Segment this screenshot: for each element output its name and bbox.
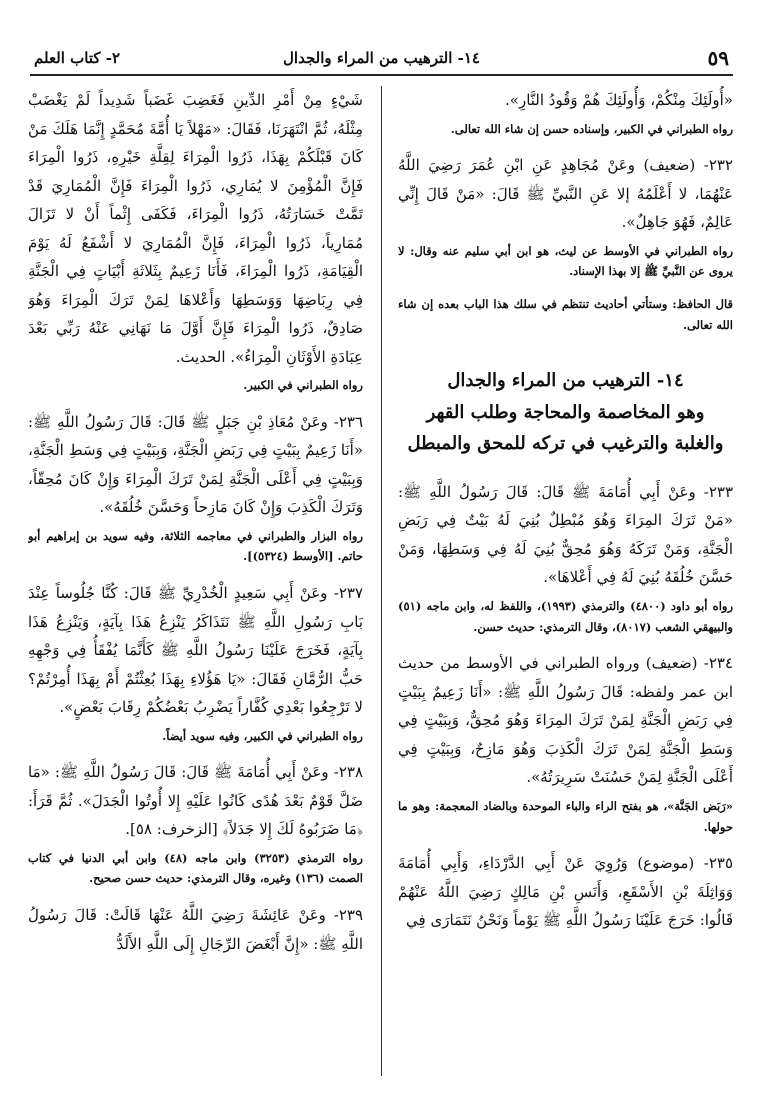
source-note: رواه الطبراني في الكبير، وفيه سويد أيضاً. xyxy=(162,728,363,743)
running-book-title: ٢- كتاب العلم xyxy=(34,49,121,67)
column-divider xyxy=(381,86,382,1076)
chapter-heading xyxy=(398,365,733,460)
hadith-239: ٢٣٩- وعَنْ عَائِشَةَ رَضِيَ اللَّهُ عَنْهَا قَالَتْ: قَالَ رَسُولُ اللَّهِ ﷺ: «إِنَّ أَبْغَضَ الرِّجَالِ إِلَى اللَّهِ الأَلَدُّ xyxy=(28,906,363,953)
hadith-237: ٢٣٧- وعَنْ أَبِي سَعِيدٍ الْخُدْرِيِّ ﷺ قَالَ: كُنَّا جُلُوساً عِنْدَ بَابِ رَسُولِ اللَّهِ ﷺ نَتَذَاكَرُ يَنْزِعُ هَذَا بِآيَةٍ، وَيَنْزِعُ هَذَا بِآيَةٍ، فَخَرَجَ عَلَيْنَا رَسُولُ اللَّهِ ﷺ كَأَنَّمَا يُفْقَأُ فِي وَجْهِهِ حَبُّ الرُّمَّانِ فَقَالَ: «يَا هَؤُلاءِ بِهَذَا بُعِثْتُمْ أَمْ بِهَذَا أُمِرْتُمْ؟ لا تَرْجِعُوا بَعْدِي كُفَّاراً يَضْرِبُ بَعْضُكُمْ رِقَابَ بَعْضٍ». xyxy=(28,584,363,717)
hadith-234: ٢٣٤- (ضعيف) ورواه الطبراني في الأوسط من حديث ابن عمر ولفظه: قَالَ رَسُولُ اللَّهِ ﷺ: «أَنَا زَعِيمٌ بِبَيْتٍ فِي رَبَضِ الْجَنَّةِ لِمَنْ تَرَكَ المِرَاءَ وَهُوَ مُحِقٌّ، وَبِبَيْتٍ فِي وَسَطِ الْجَنَّةِ لِمَنْ تَرَكَ الْكَذِبَ وَهُوَ مَازِحٌ، وَبِبَيْتٍ فِي أَعْلَى الْجَنَّةِ لِمَنْ حَسُنَتْ سَرِيرَتُهُ». xyxy=(398,654,733,787)
chapter-heading-line: وهو المخاصمة والمحاجة وطلب القهر xyxy=(426,401,705,423)
opening-text: «أُولَئِكَ مِنْكُمْ، وَأُولَئِكَ هُمْ وَقُودُ النَّارِ». xyxy=(505,91,733,109)
source-note: رواه الطبراني في الكبير، وإسناده حسن إن شاء الله تعالى. xyxy=(450,121,733,136)
chapter-heading-line: ١٤- الترهيب من المراء والجدال xyxy=(447,370,684,392)
hadith-236: ٢٣٦- وعَنْ مُعَاذِ بْنِ جَبَلٍ ﷺ قَالَ: قَالَ رَسُولُ اللَّهِ ﷺ: «أَنَا زَعِيمٌ بِبَيْتٍ فِي رَبَضِ الْجَنَّةِ، وَبِبَيْتٍ فِي وَسَطِ الْجَنَّةِ، وَبِبَيْتٍ فِي أَعْلَى الْجَنَّةِ لِمَنْ تَرَكَ الْمِرَاءَ وَإِنْ كَانَ مُحِقّاً، وَتَرَكَ الْكَذِبَ وَإِنْ كَانَ مَازِحاً وَحَسَّنَ خُلُقَهُ». xyxy=(28,412,363,517)
source-note: رواه البزار والطبراني في معاجمه الثلاثة، وفيه سويد بن إبراهيم أبو حاتم. [الأوسط (٥٣٢٤)]. xyxy=(28,528,363,564)
hafiz-note: قال الحافظ: وستأتي أحاديث تنتظم في سلك هذا الباب بعده إن شاء الله تعالى. xyxy=(398,297,733,332)
page-number: ٥٩ xyxy=(707,46,729,70)
source-note: رواه الطبراني في الأوسط عن ليث، هو ابن أبي سليم عنه وقال: لا يروى عن النَّبيِّ ﷺ إلا بهذا الإسناد. xyxy=(398,243,733,279)
hadith-235-continuation: شَيْءٍ مِنْ أَمْرِ الدِّينِ فَغَضِبَ غَضَباً شَدِيداً لَمْ يَغْضَبْ مِثْلَهُ، ثُمَّ انْتَهَرَنَا، فَقَالَ: «مَهْلاً يَا أُمَّةَ مُحَمَّدٍ إِنَّمَا هَلَكَ مَنْ كَانَ قَبْلَكُمْ بِهَذَا، ذَرُوا الْمِرَاءَ لِقِلَّةِ خَيْرِهِ، ذَرُوا الْمِرَاءَ فَإِنَّ الْمُؤْمِنَ لا يُمَارِي، ذَرُوا الْمِرَاءَ فَإِنَّ الْمُمَارِيَ قَدْ تَمَّتْ خَسَارَتُهُ، ذَرُوا الْمِرَاءَ، فَكَفَى إِثْماً أَنْ لا تَزَالَ مُمَارِياً، ذَرُوا الْمِرَاءَ، فَإِنَّ الْمُمَارِيَ لا أَشْفَعُ لَهُ يَوْمَ الْقِيَامَةِ، ذَرُوا الْمِرَاءَ، فَأَنَا زَعِيمٌ بِثَلاثَةِ أَبْيَاتٍ فِي الْجَنَّةِ فِي رِبَاضِهَا وَوَسَطِهَا وَأَعْلاهَا لِمَنْ تَرَكَ الْمِرَاءَ وَهُوَ صَادِقٌ، ذَرُوا الْمِرَاءَ فَإِنَّ أَوَّلَ مَا نَهَانِي عَنْهُ رَبِّي بَعْدَ عِبَادَةِ الأَوْثَانِ الْمِرَاءُ». الحديث. xyxy=(28,91,363,366)
page-header xyxy=(30,44,733,76)
hadith-235: ٢٣٥- (موضوع) وَرُوِيَ عَنْ أَبِي الدَّرْدَاءِ، وَأَبِي أُمَامَةَ وَوَاثِلَةَ بْنِ الأَسْقَعِ، وَأَنَسِ بْنِ مَالِكٍ رَضِيَ اللَّهُ عَنْهُمْ قَالُوا: خَرَجَ عَلَيْنَا رَسُولُ اللَّهِ ﷺ يَوْماً وَنَحْنُ نَتَمَارَى فِي xyxy=(398,854,733,930)
hadith-232: ٢٣٢- (ضعيف) وعَنْ مُجَاهِدٍ عَنِ ابْنِ عُمَرَ رَضِيَ اللَّهُ عَنْهُمَا، لا أَعْلَمُهُ إلا عَنِ النَّبيِّ ﷺ قَالَ: «مَنْ قَالَ إِنِّي عَالِمٌ، فَهُوَ جَاهِلٌ». xyxy=(398,156,733,232)
hadith-238: ٢٣٨- وعَنْ أَبِي أُمَامَةَ ﷺ قَالَ: قَالَ رَسُولُ اللَّهِ ﷺ: «مَا ضَلَّ قَوْمٌ بَعْدَ هُدًى كَانُوا عَلَيْهِ إِلا أُوتُوا الْجَدَلَ». ثُمَّ قَرَأَ: ﴿مَا ضَرَبُوهُ لَكَ إِلا جَدَلاً﴾ [الزخرف: ٥٨]. xyxy=(28,763,363,839)
source-note: رواه أبو داود (٤٨٠٠) والترمذي (١٩٩٣)، واللفظ له، وابن ماجه (٥١) والبيهقي الشعب (٨٠١٧)، وقال الترمذي: حديث حسن. xyxy=(398,598,733,634)
gloss-note: «رَبَض الجَنَّة»، هو بفتح الراء والباء الموحدة وبالضاد المعجمة: وهو ما حولها. xyxy=(398,798,733,834)
source-note: رواه الطبراني في الكبير. xyxy=(243,378,363,392)
right-column xyxy=(398,86,733,1080)
chapter-heading-line: والغلبة والترغيب في تركه للمحق والمبطل xyxy=(407,433,724,455)
running-chapter-title: ١٤- الترهيب من المراء والجدال xyxy=(283,49,480,67)
hadith-233: ٢٣٣- وعَنْ أَبِي أُمَامَةَ ﷺ قَالَ: قَالَ رَسُولُ اللَّهِ ﷺ: «مَنْ تَرَكَ المِرَاءَ وَهُوَ مُبْطِلٌ بُنِيَ لَهُ بَيْتٌ فِي رَبَضِ الْجَنَّةِ، وَمَنْ تَرَكَهُ وَهُوَ مُحِقٌّ بُنِيَ لَهُ فِي وَسَطِهَا، وَمَنْ حَسَّنَ خُلُقَهُ بُنِيَ لَهُ فِي أَعْلاهَا». xyxy=(398,482,733,587)
left-column xyxy=(28,86,363,1080)
source-note: رواه الترمذي (٣٢٥٣) وابن ماجه (٤٨) وابن أبي الدنيا في كتاب الصمت (١٣٦) وغيره، وقال الترمذي: حديث حسن صحيح. xyxy=(28,850,363,886)
